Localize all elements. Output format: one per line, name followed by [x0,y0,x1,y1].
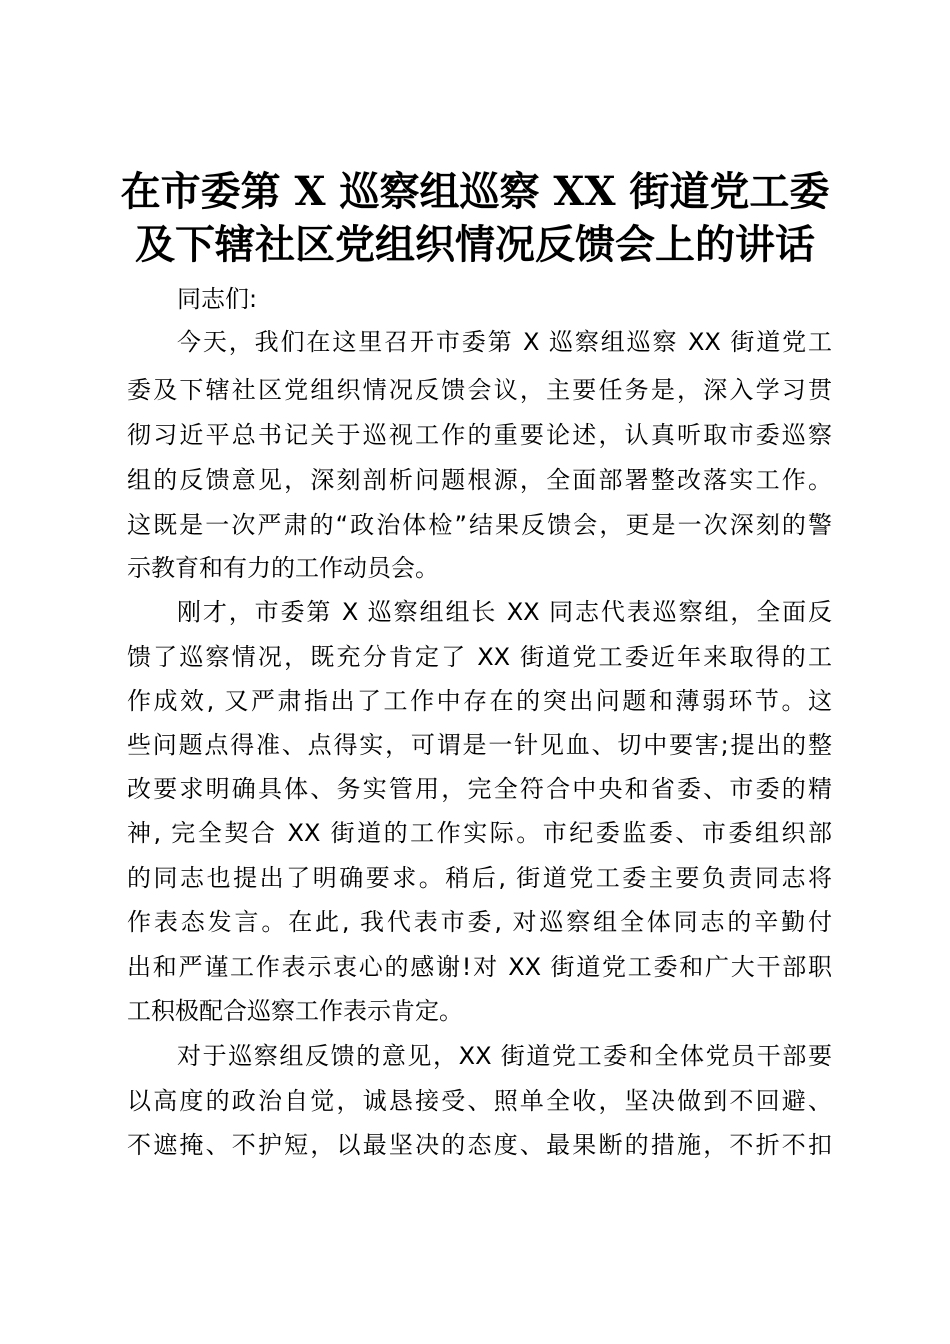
greeting: 同志们: [177,285,258,313]
paragraph-line: 出和严谨工作表示衷心的感谢!对 XX 街道党工委和广大干部职 [127,953,832,981]
paragraph-line: 作表态发言。在此, 我代表市委, 对巡察组全体同志的辛勤付 [127,908,832,936]
paragraph-line: 彻习近平总书记关于巡视工作的重要论述，认真听取市委巡察 [127,421,832,449]
paragraph-line: 今天，我们在这里召开市委第 X 巡察组巡察 XX 街道党工 [177,328,832,356]
paragraph-line: 馈了巡察情况，既充分肯定了 XX 街道党工委近年来取得的工 [127,643,832,671]
paragraph-line: 不遮掩、不护短，以最坚决的态度、最果断的措施，不折不扣 [127,1131,832,1159]
paragraph-line: 工积极配合巡察工作表示肯定。 [127,997,463,1025]
document-title-line-2: 及下辖社区党组织情况反馈会上的讲话 [135,221,815,268]
paragraph-line: 改要求明确具体、务实管用，完全符合中央和省委、市委的精 [127,775,832,803]
paragraph-line: 刚才，市委第 X 巡察组组长 XX 同志代表巡察组，全面反 [177,598,832,626]
paragraph-line: 以高度的政治自觉，诚恳接受、照单全收，坚决做到不回避、 [127,1087,832,1115]
paragraph-line: 的同志也提出了明确要求。稍后, 街道党工委主要负责同志将 [127,864,832,892]
paragraph-line: 组的反馈意见，深刻剖析问题根源，全面部署整改落实工作。 [127,466,832,494]
paragraph-line: 些问题点得准、点得实，可谓是一针见血、切中要害;提出的整 [127,731,832,759]
paragraph-line: 神, 完全契合 XX 街道的工作实际。市纪委监委、市委组织部 [127,819,832,847]
document-title-line-1: 在市委第 X 巡察组巡察 XX 街道党工委 [120,168,830,215]
paragraph-line: 对于巡察组反馈的意见，XX 街道党工委和全体党员干部要 [177,1042,832,1070]
paragraph-line: 这既是一次严肃的“政治体检”结果反馈会，更是一次深刻的警 [127,511,832,539]
paragraph-line: 示教育和有力的工作动员会。 [127,554,439,582]
paragraph-line: 委及下辖社区党组织情况反馈会议，主要任务是，深入学习贯 [127,376,832,404]
paragraph-line: 作成效, 又严肃指出了工作中存在的突出问题和薄弱环节。这 [127,687,832,715]
